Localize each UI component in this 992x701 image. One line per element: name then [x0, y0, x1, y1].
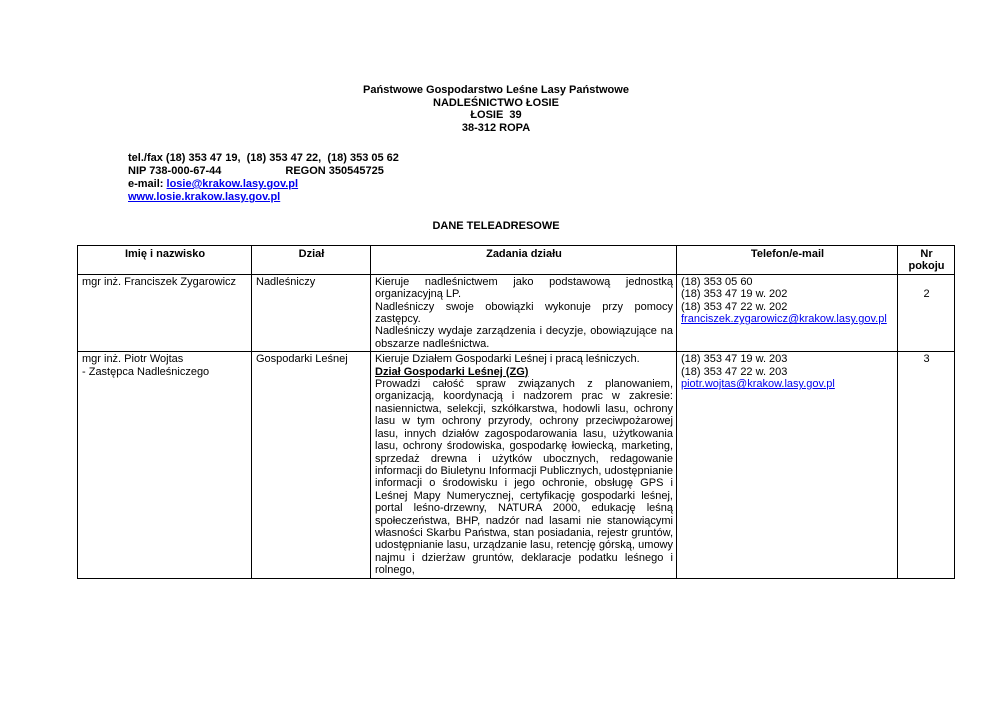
task-text: Kieruje nadleśnictwem jako podstawową jednostką organizacyjną LP. [375, 275, 673, 301]
dept-name: Gospodarki Leśnej [256, 353, 348, 366]
nip: NIP 738-000-67-44 [128, 165, 222, 177]
cell-name [78, 352, 252, 578]
table-row [78, 352, 955, 578]
person-name: mgr inż. Piotr Wojtas [82, 353, 184, 366]
website-line [128, 191, 399, 204]
address-line-1: ŁOSIE 39 [470, 109, 522, 121]
header-room: Nr pokoju [898, 246, 955, 275]
table-header-row [78, 246, 955, 275]
document-header [0, 84, 992, 134]
email-line [128, 178, 399, 191]
task-text: Nadleśniczy swoje obowiązki wykonuje przy pomocy zastępcy. [375, 300, 673, 326]
contact-block [128, 152, 399, 204]
header-tasks: Zadania działu [371, 246, 677, 275]
phone-fax-line: tel./fax (18) 353 47 19, (18) 353 47 22, (18) 353 05 62 [128, 152, 399, 164]
header-dept: Dział [252, 246, 371, 275]
room-number: 3 [923, 353, 930, 366]
header-name: Imię i nazwisko [78, 246, 252, 275]
phone-number: (18) 353 05 60 [681, 275, 753, 288]
org-name: Państwowe Gospodarstwo Leśne Lasy Państwowe [363, 84, 629, 96]
person-name: mgr inż. Franciszek Zygarowicz [82, 275, 237, 288]
cell-room [898, 352, 955, 578]
person-role: - Zastępca Nadleśniczego [82, 365, 210, 378]
task-text: Nadleśniczy wydaje zarządzenia i decyzje, obowiązujące na obszarze nadleśnictwa. [375, 325, 673, 350]
cell-dept [252, 352, 371, 578]
address-line-2: 38-312 ROPA [461, 121, 531, 134]
email-link[interactable]: losie@krakow.lasy.gov.pl [166, 178, 299, 190]
cell-name [78, 274, 252, 351]
email-link[interactable]: piotr.wojtas@krakow.lasy.gov.pl [681, 378, 835, 391]
room-number: 2 [923, 287, 930, 300]
task-text: Kieruje Działem Gospodarki Leśnej i pracą leśniczych. [375, 353, 640, 366]
header-phone: Telefon/e-mail [677, 246, 898, 275]
unit-name: NADLEŚNICTWO ŁOSIE [433, 96, 559, 109]
table-row [78, 274, 955, 351]
cell-room [898, 274, 955, 351]
cell-phone [677, 352, 898, 578]
cell-tasks [371, 352, 677, 578]
email-link[interactable]: franciszek.zygarowicz@krakow.lasy.gov.pl [681, 313, 887, 326]
dept-name: Nadleśniczy [256, 275, 316, 288]
contacts-table [77, 245, 955, 579]
task-text: Prowadzi całość spraw związanych z planowaniem, organizacją, koordynacją i nadzorem prac w zakresie: nasiennictwa, selekcji, szkółkarstwa, hodowli lasu, ochrony lasu w tym ochrony przyrody, ochrony przeciwpożarowej lasu, innych działów zagospodarowania lasu, użytkowania lasu, ochrony środowiska, gospodarkę łowiecką, marketing, sprzedaż drewna i użytków ubocznych, redagowanie informacji do Biuletynu Informacji Publicznych, udostępnianie informacji o środowisku i jego ochronie, obsługę GPS i Leśnej Mapy Numerycznej, certyfikację gospodarki leśnej, portal leśno-drzewny, NATURA 2000, edukację leśną społeczeństwa, BHP, nadzór nad lasami nie stanowiącymi własności Skarbu Państwa, stan posiadania, rejestr gruntów, udostępnianie lasu, urządzanie lasu, retencję górską, umowy najmu i dzierżaw gruntów, deklaracje podatku leśnego i rolnego, [375, 378, 673, 577]
regon: REGON 350545725 [285, 165, 384, 177]
cell-phone [677, 274, 898, 351]
website-link[interactable]: www.losie.krakow.lasy.gov.pl [128, 191, 281, 203]
cell-dept [252, 274, 371, 351]
phone-number: (18) 353 47 19 w. 203 [681, 353, 788, 366]
section-title: DANE TELEADRESOWE [432, 220, 560, 232]
email-label: e-mail: [128, 178, 167, 190]
nip-regon-line [128, 165, 399, 178]
phone-number: (18) 353 47 19 w. 202 [681, 288, 788, 301]
phone-number: (18) 353 47 22 w. 202 [681, 300, 788, 313]
phone-number: (18) 353 47 22 w. 203 [681, 365, 788, 378]
cell-tasks [371, 274, 677, 351]
dept-title: Dział Gospodarki Leśnej (ZG) [375, 365, 529, 378]
